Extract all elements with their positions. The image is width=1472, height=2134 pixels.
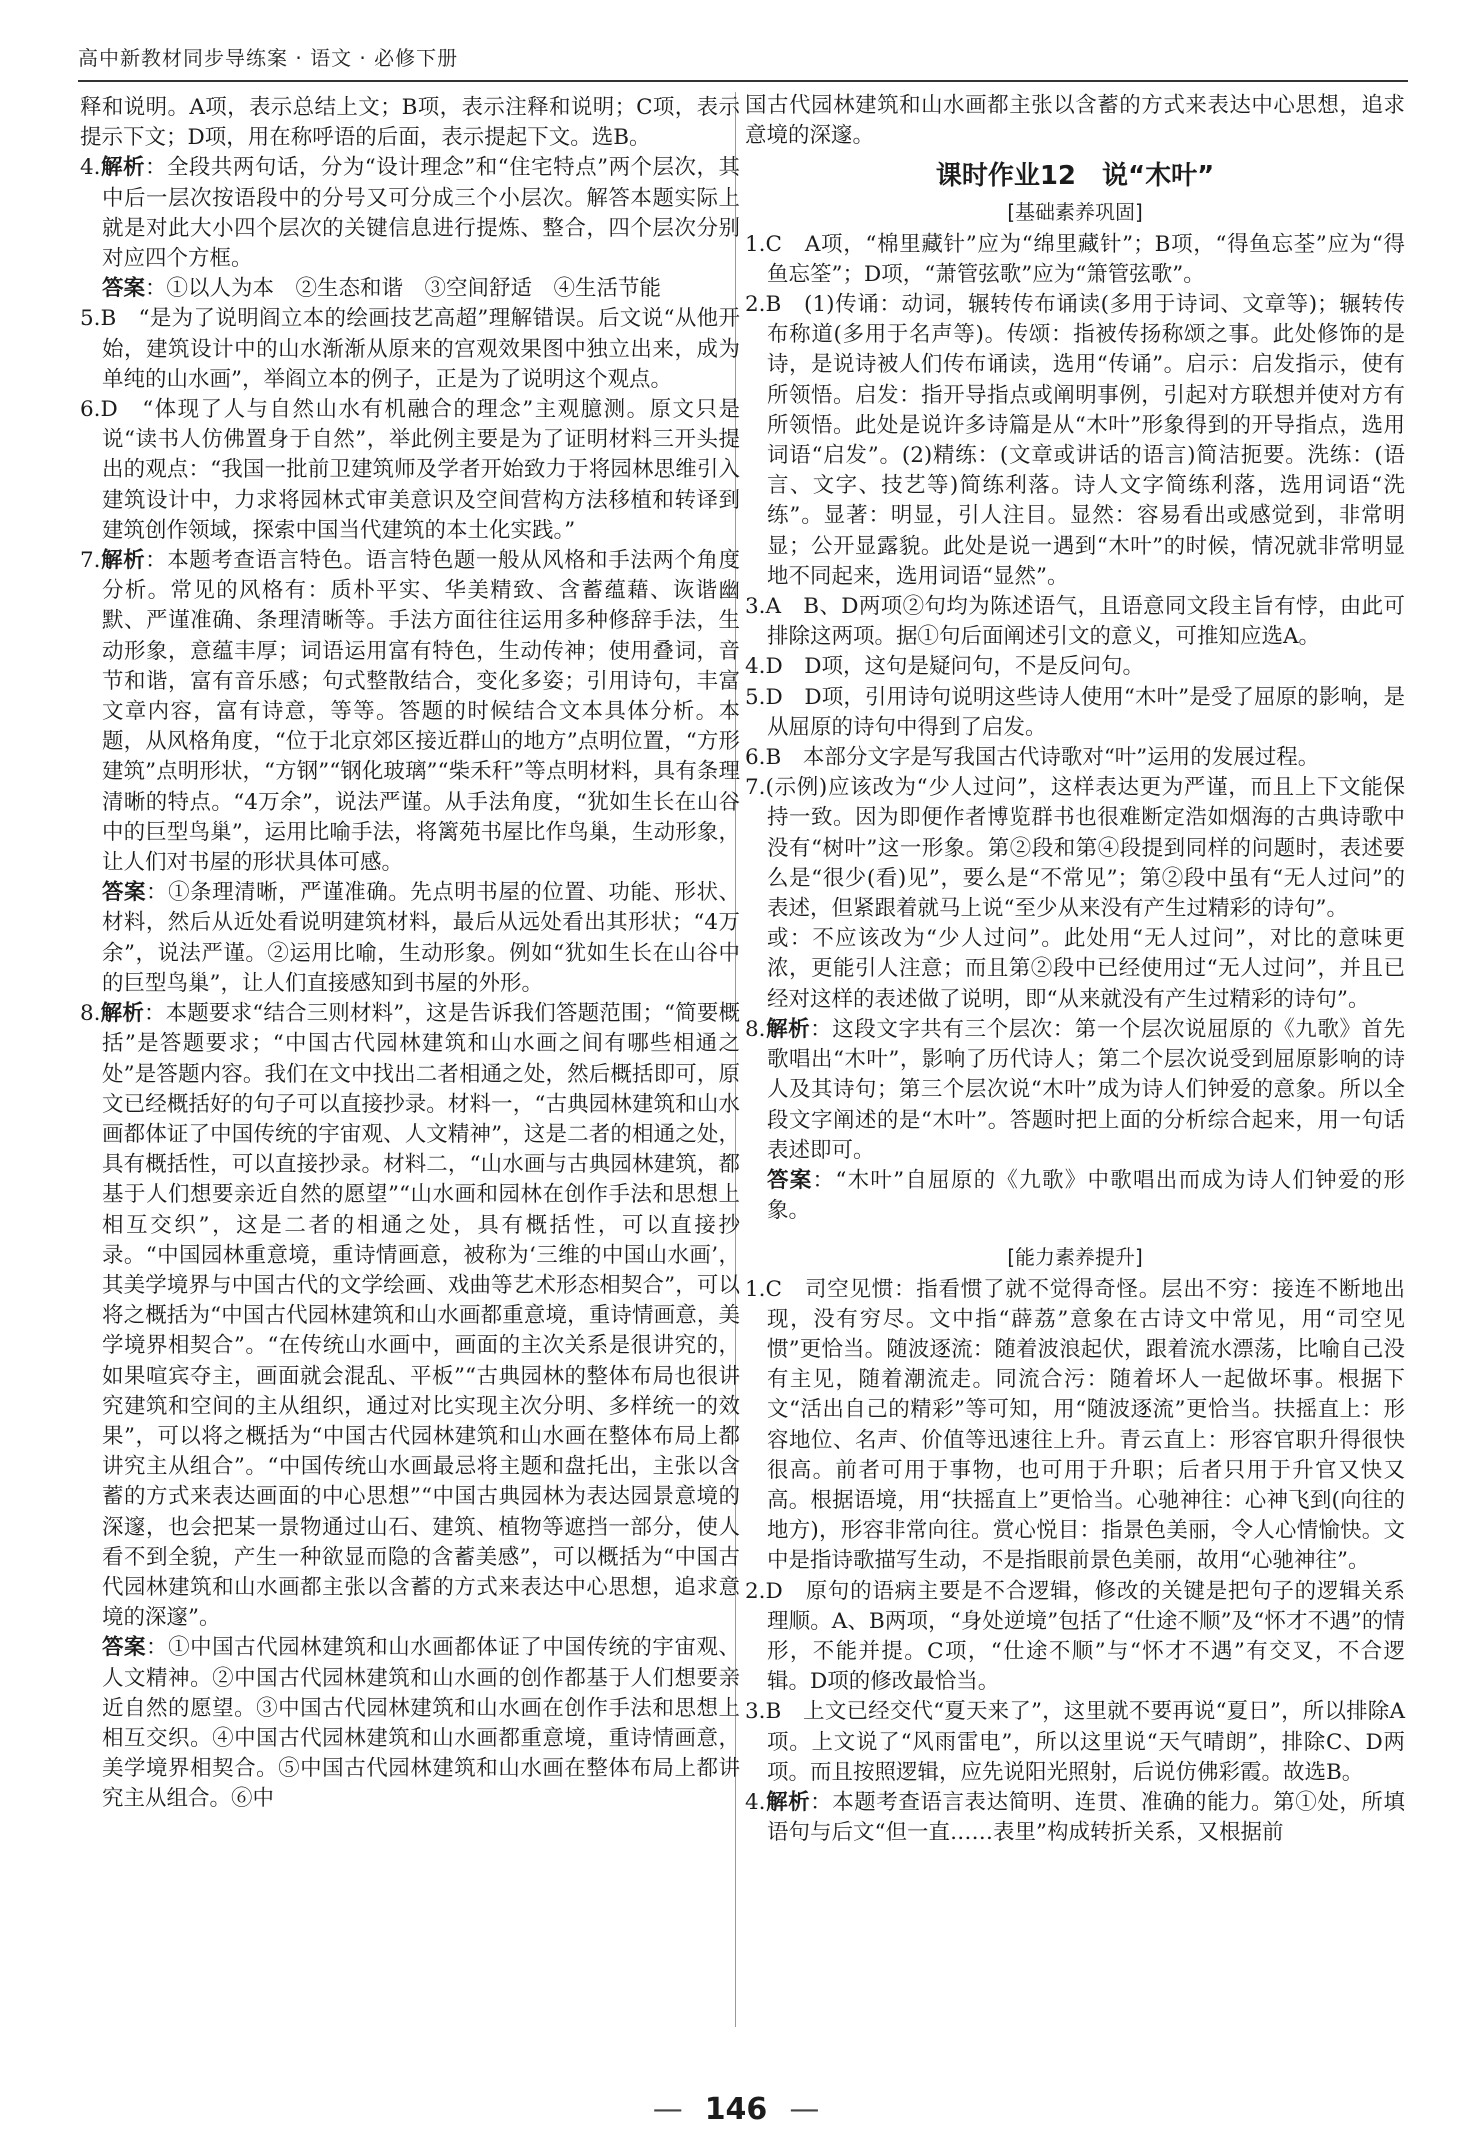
analysis-text: ：本题要求“结合三则材料”，这是告诉我们答题范围；“简要概括”是答题要求；“中国古代园林建筑和山水画之间有哪些相通之处”是答题内容。我们在文中找出二者相通之处，然后概括即可，原文已经概括好的句子可以直接抄录。材料一，“古典园林建筑和山水画都体证了中国传统的宇宙观、人文精神”，这是二者的相通之处，具有概括性，可以直接抄录。材料二，“山水画与古典园林建筑，都基于人们想要亲近自然的愿望”“山水画和园林在创作手法和思想上相互交织”，这是二者的相通之处，具有概括性，可以直接抄录。“中国园林重意境，重诗情画意，被称为‘三维的中国山水画’，其美学境界与中国古代的文学绘画、戏曲等艺术形态相契合”，可以将之概括为“中国古代园林建筑和山水画都重意境，重诗情画意，美学境界相契合”。“在传统山水画中，画面的主次关系是很讲究的，如果喧宾夺主，画面就会混乱、平板”“古典园林的整体布局也很讲究建筑和空间的主从组织，通过对比实现主次分明、多样统一的效果”，可以将之概括为“中国古代园林建筑和山水画在整体布局上都讲究主从组合”。“中国传统山水画最忌将主题和盘托出，主张以含蓄的方式来表达画面的中心思想”“中国古典园林为表达园景意境的深邃，也会把某一景物通过山石、建筑、植物等遮挡一部分，使人看不到全貌，产生一种欲显而隐的含蓄美感”，可以概括为“中国古代园林建筑和山水画都主张以含蓄的方式来表达中心思想，追求意境的深邃”。 [102, 1001, 740, 1631]
answer-item-6 [80, 395, 740, 546]
section-heading-basic: [基础素养巩固] [1007, 200, 1143, 225]
answer-item-8 [80, 999, 740, 1814]
answer-label: 答案 [767, 1167, 813, 1193]
lesson-title: 课时作业12 说“木叶” [935, 161, 1215, 192]
right-column [745, 91, 1405, 1848]
answer-item-7 [80, 546, 740, 999]
item-text: D “体现了人与自然山水有机融合的理念”主观臆测。原文只是说“读书人仿佛置身于自然”，举此例主要是为了证明材料三开头提出的观点：“我国一批前卫建筑师及学者开始致力于将园林思维引入建筑设计中，力求将园林式审美意识及空间营构方法移植和转译到建筑创作领域，探索中国当代建筑的本土化实践。” [100, 397, 740, 543]
basic-item-4 [745, 652, 1405, 682]
answer-text: ：①以人为本 ②生态和谐 ③空间舒适 ④生活节能 [145, 276, 662, 302]
footer-dash-right: — [789, 2092, 820, 2127]
item-number: 2. [745, 1578, 766, 1604]
analysis-text: ：全段共两句话，分为“设计理念”和“住宅特点”两个层次，其中后一层次按语段中的分号又可分成三个小层次。解答本题实际上就是对此大小四个层次的关键信息进行提炼、整合，四个层次分别对应四个方框。 [102, 155, 740, 272]
advanced-item-3 [745, 1697, 1405, 1788]
item-text: D D项，引用诗句说明这些诗人使用“木叶”是受了屈原的影响，是从屈原的诗句中得到了启发。 [765, 684, 1405, 740]
answer-label: 答案 [102, 880, 147, 906]
item-number: 5. [80, 306, 101, 332]
basic-item-5 [745, 683, 1405, 743]
basic-item-6 [745, 743, 1405, 773]
item-text: C A项，“棉里藏针”应为“绵里藏针”；B项，“得鱼忘荃”应为“得鱼忘筌”；D项，“萧管弦歌”应为“箫管弦歌”。 [765, 231, 1405, 287]
item-number: 4. [80, 155, 101, 181]
advanced-item-4 [745, 1788, 1405, 1848]
answer-text: ：①中国古代园林建筑和山水画都体证了中国传统的宇宙观、人文精神。②中国古代园林建筑和山水画的创作都基于人们想要亲近自然的愿望。③中国古代园林建筑和山水画在创作手法和思想上相互交织。④中国古代园林建筑和山水画都重意境，重诗情画意，美学境界相契合。⑤中国古代园林建筑和山水画在整体布局上都讲究主从组合。⑥中 [102, 1635, 740, 1812]
basic-item-7 [745, 773, 1405, 1015]
answer-text: ：①条理清晰，严谨准确。先点明书屋的位置、功能、形状、材料，然后从近处看说明建筑材料，最后从远处看出其形状；“4万余”，说法严谨。②运用比喻，生动形象。例如“犹如生长在山谷中的巨型鸟巢”，让人们直接感知到书屋的外形。 [102, 880, 740, 996]
footer-dash-left: — [652, 2092, 683, 2127]
basic-item-3 [745, 592, 1405, 652]
item-number: 7. [80, 548, 101, 574]
item-text: C 司空见惯：指看惯了就不觉得奇怪。层出不穷：接连不断地出现，没有穷尽。文中指“薜荔”意象在古诗文中常见，用“司空见惯”更恰当。随波逐流：随着波浪起伏，跟着流水漂荡，比喻自己没有主见，随着潮流走。同流合污：随着坏人一起做坏事。根据下文“活出自己的精彩”等可知，用“随波逐流”更恰当。扶摇直上：形容地位、名声、价值等迅速往上升。青云直上：形容官职升得很快很高。前者可用于事物，也可用于升职；后者只用于升官又快又高。根据语境，用“扶摇直上”更恰当。心驰神往：心神飞到(向往的地方)，形容非常向往。赏心悦目：指景色美丽，令人心情愉快。文中是指诗歌描写生动，不是指眼前景色美丽，故用“心驰神往”。 [765, 1276, 1405, 1574]
answer-label: 答案 [102, 276, 146, 302]
item-number: 5. [745, 684, 766, 710]
analysis-label: 解析 [765, 1789, 811, 1815]
item-text: B “是为了说明阎立本的绘画技艺高超”理解错误。后文说“从他开始，建筑设计中的山水渐渐从原来的宫观效果图中独立出来，成为单纯的山水画”，举阎立本的例子，正是为了说明这个观点。 [100, 306, 740, 392]
item-number: 4. [745, 1789, 766, 1815]
page-number: 146 [704, 2092, 768, 2127]
item-text: B 本部分文字是写我国古代诗歌对“叶”运用的发展过程。 [765, 745, 1320, 771]
item-text: (示例)应该改为“少人过问”，这样表达更为严谨，而且上下文能保持一致。因为即便作者博览群书也很难断定浩如烟海的古典诗歌中没有“树叶”这一形象。第②段和第④段提到同样的问题时，表述要么是“很少(看)见”，要么是“不常见”；第②段中虽有“无人过问”的表述，但紧跟着就马上说“至少从来没有产生过精彩的诗句”。 [765, 775, 1405, 922]
continued-text: 国古代园林建筑和山水画都主张以含蓄的方式来表达中心思想，追求意境的深邃。 [745, 93, 1405, 149]
item-text-alt: 或：不应该改为“少人过问”。此处用“无人过问”，对比的意味更浓，更能引人注意；而且第②段中已经使用过“无人过问”，并且已经对这样的表述做了说明，即“从来就没有产生过精彩的诗句”。 [767, 926, 1405, 1012]
item-number: 1. [745, 231, 766, 257]
basic-item-1 [745, 230, 1405, 290]
continued-text: 释和说明。A项，表示总结上文；B项，表示注释和说明；C项，表示提示下文；D项，用在称呼语的后面，表示提起下文。选B。 [80, 95, 740, 151]
analysis-label: 解析 [765, 1016, 811, 1042]
item-number: 8. [745, 1016, 766, 1042]
advanced-item-1 [745, 1275, 1405, 1577]
header-rule [78, 80, 1408, 82]
answer-item-5 [80, 304, 740, 395]
item-number: 7. [745, 775, 766, 801]
advanced-item-2 [745, 1577, 1405, 1698]
section-heading-advanced: [能力素养提升] [1007, 1245, 1143, 1270]
basic-item-8 [745, 1015, 1405, 1226]
basic-item-2 [745, 290, 1405, 592]
item-text: A B、D两项②句均为陈述语气，且语意同文段主旨有悖，由此可排除这两项。据①句后面阐述引文的意义，可推知应选A。 [765, 594, 1405, 650]
item-text: B 上文已经交代“夏天来了”，这里就不要再说“夏日”，所以排除A项。上文说了“风雨雷电”，所以这里说“天气晴朗”，排除C、D两项。而且按照逻辑，应先说阳光照射，后说仿佛彩霞。故选B。 [765, 1699, 1405, 1785]
analysis-label: 解析 [100, 548, 146, 574]
item-number: 2. [745, 292, 766, 318]
item-text: D D项，这句是疑问句，不是反问句。 [765, 654, 1144, 680]
running-header: 高中新教材同步导练案 · 语文 · 必修下册 [78, 46, 459, 70]
item-text: B (1)传诵：动词，辗转传布诵读(多用于诗词、文章等)；辗转传布称道(多用于名声等)。传颂：指被传扬称颂之事。此处修饰的是诗，是说诗被人们传布诵读，选用“传诵”。启示：启发指示，使有所领悟。启发：指开导指点或阐明事例，引起对方联想并使对方有所领悟。此处是说许多诗篇是从“木叶”形象得到的开导指点，选用词语“启发”。(2)精练：(文章或讲话的语言)简洁扼要。洗练：(语言、文字、技艺等)简练利落。诗人文字简练利落，选用词语“洗练”。显著：明显，引人注目。显然：容易看出或感觉到，非常明显；公开显露貌。此处是说一遇到“木叶”的时候，情况就非常明显地不同起来，选用词语“显然”。 [765, 292, 1405, 589]
page-footer [0, 2092, 1472, 2127]
item-number: 4. [745, 654, 766, 680]
analysis-text: ：这段文字共有三个层次：第一个层次说屈原的《九歌》首先歌唱出“木叶”，影响了历代诗人；第二个层次说受到屈原影响的诗人及其诗句；第三个层次说“木叶”成为诗人们钟爱的意象。所以全段文字阐述的是“木叶”。答题时把上面的分析综合起来，用一句话表述即可。 [767, 1016, 1405, 1163]
answer-text: ：“木叶”自屈原的《九歌》中歌唱出而成为诗人们钟爱的形象。 [767, 1167, 1405, 1224]
analysis-label: 解析 [100, 155, 145, 181]
item-number: 6. [80, 397, 101, 423]
item-number: 1. [745, 1276, 766, 1302]
analysis-text: ：本题考查语言表达简明、连贯、准确的能力。第①处，所填语句与后文“但一直……表里”构成转折关系，又根据前 [767, 1789, 1405, 1846]
analysis-text: ：本题考查语言特色。语言特色题一般从风格和手法两个角度分析。常见的风格有：质朴平实、华美精致、含蓄蕴藉、诙谐幽默、严谨准确、条理清晰等。手法方面往往运用多种修辞手法，生动形象，意蕴丰厚；词语运用富有特色，生动传神；使用叠词，音节和谐，富有音乐感；句式整散结合，变化多姿；引用诗句，丰富文章内容，富有诗意，等等。答题的时候结合文本具体分析。本题，从风格角度，“位于北京郊区接近群山的地方”点明位置，“方形建筑”点明形状，“方钢”“钢化玻璃”“柴禾秆”等点明材料，具有条理清晰的特点。“4万余”，说法严谨。从手法角度，“犹如生长在山谷中的巨型鸟巢”，运用比喻手法，将篱苑书屋比作鸟巢，生动形象，让人们对书屋的形状具体可感。 [102, 548, 740, 876]
answer-label: 答案 [102, 1635, 147, 1661]
item-number: 6. [745, 745, 766, 771]
item-number: 8. [80, 1001, 101, 1027]
item-number: 3. [745, 594, 766, 620]
item-text: D 原句的语病主要是不合逻辑，修改的关键是把句子的逻辑关系理顺。A、B两项，“身处逆境”包括了“仕途不顺”及“怀才不遇”的情形，不能并提。C项，“仕途不顺”与“怀才不遇”有交叉，不合逻辑。D项的修改最恰当。 [765, 1578, 1405, 1695]
left-column [80, 93, 740, 1815]
item-number: 3. [745, 1699, 766, 1725]
answer-item-4 [80, 153, 740, 304]
analysis-label: 解析 [100, 1001, 144, 1027]
